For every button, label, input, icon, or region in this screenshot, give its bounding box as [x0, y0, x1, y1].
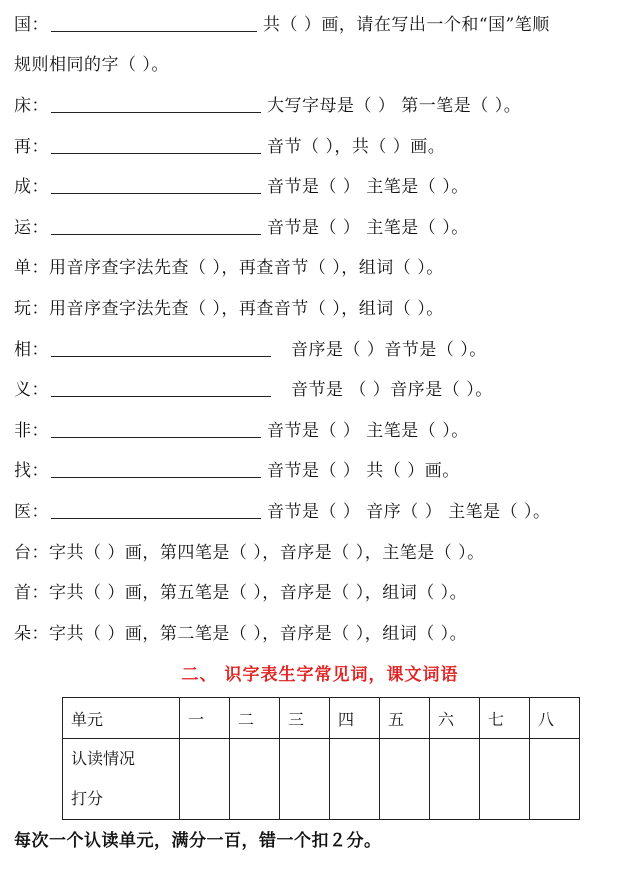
character-label: 朵： — [14, 623, 49, 644]
row-label-cell — [63, 739, 180, 820]
table-header-cell: 单元 — [63, 698, 180, 739]
question-text: 音节是 （ ）音序是（ ）。 — [291, 379, 493, 400]
scoring-note: 每次一个认读单元，满分一百，错一个扣２分。 — [14, 830, 382, 851]
row-label-score: 打分 — [71, 789, 104, 808]
character-label: 再： — [14, 136, 49, 157]
character-label: 台： — [14, 542, 49, 563]
section-title: 二、 识字表生字常见词，课文词语 — [181, 665, 459, 685]
question-text: 字共（ ）画，第五笔是（ ），音序是（ ），组词（ ）。 — [49, 582, 468, 603]
character-label: 单： — [14, 257, 49, 278]
question-row — [14, 574, 630, 606]
question-row — [14, 168, 630, 200]
question-text: 音节是（ ） 共（ ）画。 — [267, 460, 460, 481]
table-header-cell: 六 — [430, 698, 480, 739]
reading-score-table — [62, 697, 580, 820]
table-header-cell: 七 — [480, 698, 530, 739]
table-header-cell: 二 — [230, 698, 280, 739]
score-cell[interactable] — [380, 739, 430, 820]
question-row — [14, 331, 630, 363]
character-label: 相： — [14, 339, 49, 360]
question-row — [14, 128, 630, 160]
question-text: 用音序查字法先查（ ），再查音节（ ），组词（ ）。 — [49, 298, 444, 319]
character-label: 非： — [14, 420, 49, 441]
character-label: 运： — [14, 217, 49, 238]
row-label-reading: 认读情况 — [71, 749, 136, 768]
answer-blank[interactable] — [51, 94, 261, 113]
question-row — [14, 534, 630, 566]
question-text: 音节（ ），共（ ）画。 — [267, 136, 446, 157]
table-header-cell: 一 — [180, 698, 230, 739]
question-text: 音节是（ ） 音序（ ） 主笔是（ ）。 — [267, 501, 551, 522]
question-text: 音节是（ ） 主笔是（ ）。 — [267, 217, 469, 238]
score-cell[interactable] — [280, 739, 330, 820]
table-row — [63, 739, 580, 820]
character-label: 成： — [14, 176, 49, 197]
score-cell[interactable] — [180, 739, 230, 820]
character-label: 首： — [14, 582, 49, 603]
character-label: 国： — [14, 14, 49, 35]
answer-blank[interactable] — [51, 216, 261, 235]
character-label: 玩： — [14, 298, 49, 319]
character-label: 床： — [14, 95, 49, 116]
question-row — [14, 412, 630, 444]
answer-blank[interactable] — [51, 459, 261, 478]
question-text: 共（ ）画，请在写出一个和“国”笔顺 — [263, 14, 550, 35]
question-text: 用音序查字法先查（ ），再查音节（ ），组词（ ）。 — [49, 257, 444, 278]
question-row — [14, 493, 630, 525]
answer-blank[interactable] — [51, 500, 261, 519]
question-text: 音序是（ ）音节是（ ）。 — [291, 339, 487, 360]
answer-blank[interactable] — [51, 135, 261, 154]
table-header-row — [63, 698, 580, 739]
question-text: 音节是（ ） 主笔是（ ）。 — [267, 176, 469, 197]
table-header-cell: 八 — [530, 698, 580, 739]
score-cell[interactable] — [330, 739, 380, 820]
question-continuation — [14, 46, 630, 78]
question-row — [14, 371, 630, 403]
question-text: 规则相同的字（ ）。 — [14, 54, 169, 75]
question-text: 字共（ ）画，第四笔是（ ），音序是（ ），主笔是（ ）。 — [49, 542, 485, 563]
score-cell[interactable] — [430, 739, 480, 820]
score-cell[interactable] — [480, 739, 530, 820]
question-row — [14, 209, 630, 241]
table-header-cell: 三 — [280, 698, 330, 739]
question-row — [14, 87, 630, 119]
question-row — [14, 615, 630, 647]
character-label: 医： — [14, 501, 49, 522]
question-row — [14, 6, 630, 38]
table-header-cell: 五 — [380, 698, 430, 739]
question-row — [14, 290, 630, 322]
question-text: 字共（ ）画，第二笔是（ ），音序是（ ），组词（ ）。 — [49, 623, 468, 644]
score-cell[interactable] — [530, 739, 580, 820]
answer-blank[interactable] — [51, 378, 271, 397]
score-cell[interactable] — [230, 739, 280, 820]
answer-blank[interactable] — [51, 175, 261, 194]
character-label: 找： — [14, 460, 49, 481]
character-label: 义： — [14, 379, 49, 400]
answer-blank[interactable] — [51, 13, 257, 32]
table-header-cell: 四 — [330, 698, 380, 739]
answer-blank[interactable] — [51, 419, 261, 438]
question-text: 音节是（ ） 主笔是（ ）。 — [267, 420, 469, 441]
question-row — [14, 452, 630, 484]
question-text: 大写字母是（ ） 第一笔是（ ）。 — [267, 95, 522, 116]
question-row — [14, 249, 630, 281]
answer-blank[interactable] — [51, 338, 271, 357]
